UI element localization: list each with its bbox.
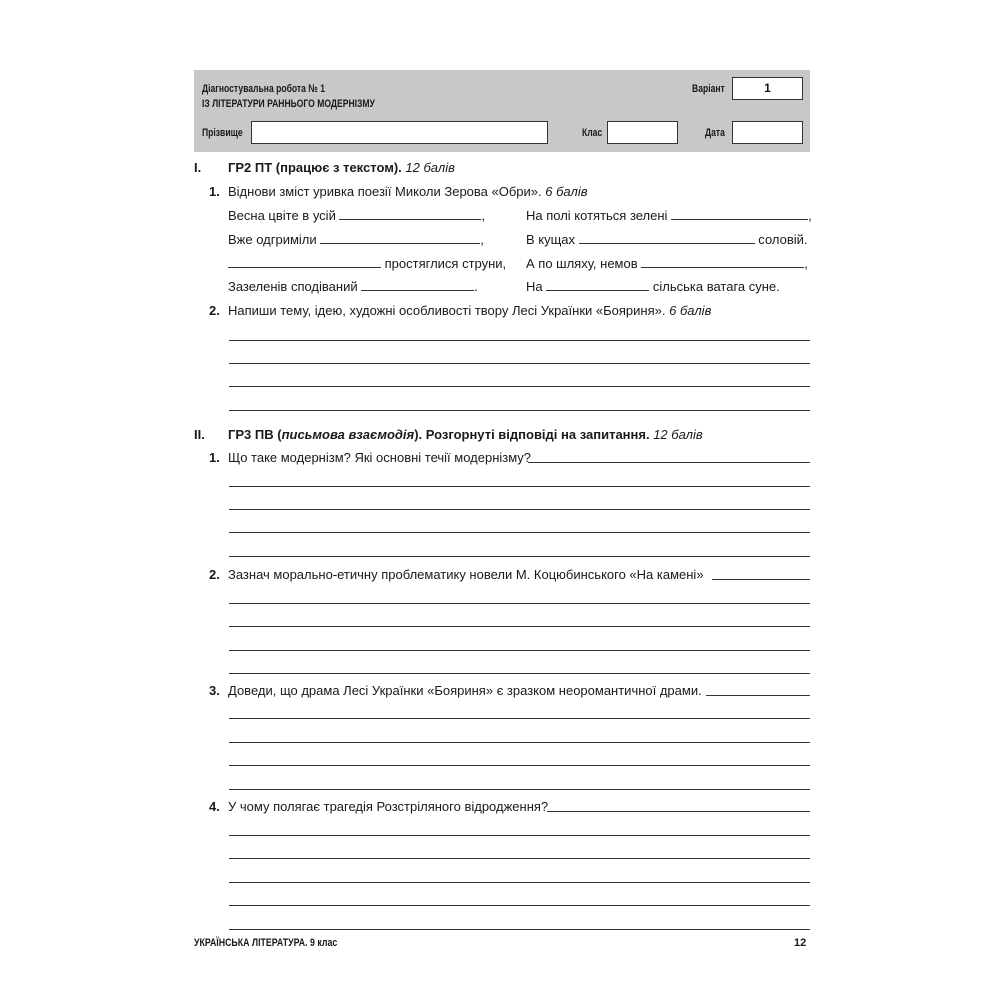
section-2-title-part: ГР3 ПВ (: [228, 427, 282, 442]
poem-text: На полі котяться зелені: [526, 208, 668, 223]
work-subtitle: ІЗ ЛІТЕРАТУРИ РАННЬОГО МОДЕРНІЗМУ: [202, 98, 375, 110]
poem-blank[interactable]: [320, 231, 480, 244]
poem-text: Вже одгриміли: [228, 232, 317, 247]
poem-blank[interactable]: [671, 207, 808, 220]
section-1-heading: [228, 160, 455, 176]
poem-text: ,: [808, 208, 812, 223]
answer-line[interactable]: [712, 579, 810, 580]
answer-line[interactable]: [229, 718, 810, 719]
footer-subject: УКРАЇНСЬКА ЛІТЕРАТУРА. 9 клас: [194, 937, 338, 949]
section-1-points: 12 балів: [405, 160, 455, 175]
s2-q1-number: 1.: [209, 450, 220, 465]
answer-line[interactable]: [229, 386, 810, 387]
answer-line[interactable]: [229, 835, 810, 836]
answer-line[interactable]: [229, 509, 810, 510]
poem-line-2-left: [228, 231, 484, 248]
answer-line[interactable]: [229, 905, 810, 906]
answer-line[interactable]: [528, 462, 810, 463]
poem-blank[interactable]: [361, 278, 474, 291]
section-2-title-part: письмова взаємодія: [281, 427, 415, 442]
answer-line[interactable]: [229, 858, 810, 859]
class-field[interactable]: [607, 121, 678, 144]
poem-text: простяглися струни,: [384, 256, 507, 271]
poem-text: сільська ватага суне.: [652, 279, 780, 294]
answer-line[interactable]: [229, 340, 810, 341]
answer-line[interactable]: [229, 882, 810, 883]
date-label: Дата: [705, 127, 725, 139]
poem-blank[interactable]: [579, 231, 755, 244]
answer-line[interactable]: [229, 742, 810, 743]
answer-line[interactable]: [229, 603, 810, 604]
answer-line[interactable]: [229, 486, 810, 487]
s2-q1-question: Що таке модернізм? Які основні течії модернізму?: [228, 450, 532, 465]
poem-blank[interactable]: [546, 278, 649, 291]
answer-line[interactable]: [229, 532, 810, 533]
date-field[interactable]: [732, 121, 803, 144]
answer-line[interactable]: [229, 626, 810, 627]
poem-blank[interactable]: [641, 255, 804, 268]
poem-line-3-right: [526, 255, 808, 272]
poem-text: ,: [481, 208, 486, 223]
answer-line[interactable]: [229, 789, 810, 790]
variant-label: Варіант: [692, 83, 725, 95]
page-number: 12: [794, 937, 807, 949]
section-2-heading: [228, 427, 703, 443]
poem-line-4-left: [228, 278, 478, 295]
variant-field[interactable]: 1: [732, 77, 803, 100]
answer-line[interactable]: [229, 765, 810, 766]
poem-text: В кущах: [526, 232, 576, 247]
section-2-title-part: ). Розгорнуті відповіді на запитання.: [414, 427, 650, 442]
poem-text: Зазеленів сподіваний: [228, 279, 358, 294]
answer-line[interactable]: [229, 650, 810, 651]
s2-q3-question: Доведи, що драма Лесі Українки «Бояриня» є зразком неоромантичної драми.: [228, 683, 702, 698]
surname-label: Прізвище: [202, 127, 243, 139]
poem-line-3-left: [228, 255, 506, 272]
poem-text: соловій.: [758, 232, 808, 247]
section-2-points: 12 балів: [653, 427, 703, 442]
surname-field[interactable]: [251, 121, 548, 144]
header-box: [194, 70, 810, 152]
answer-line[interactable]: [229, 673, 810, 674]
s1-q1-question: Віднови зміст уривка поезії Миколи Зерова «Обри».: [228, 184, 542, 199]
answer-line[interactable]: [547, 811, 810, 812]
poem-line-2-right: [526, 231, 808, 248]
poem-text: .: [474, 279, 478, 294]
s2-q3-number: 3.: [209, 683, 220, 698]
answer-line[interactable]: [706, 695, 810, 696]
poem-text: ,: [480, 232, 484, 247]
s1-q1-number: 1.: [209, 184, 220, 199]
answer-line[interactable]: [229, 410, 810, 411]
answer-line[interactable]: [229, 556, 810, 557]
section-1-title: ГР2 ПТ (працює з текстом).: [228, 160, 402, 175]
s1-q1-points: 6 балів: [545, 184, 588, 199]
poem-line-4-right: [526, 278, 780, 295]
poem-line-1-left: [228, 207, 485, 224]
s2-q4-number: 4.: [209, 799, 220, 814]
s2-q2-number: 2.: [209, 567, 220, 582]
poem-blank[interactable]: [228, 255, 381, 268]
poem-text: А по шляху, немов: [526, 256, 638, 271]
poem-text: На: [526, 279, 543, 294]
s2-q2-question: Зазнач морально-етичну проблематику новели М. Коцюбинського «На камені»: [228, 567, 704, 582]
s1-q2-text: [228, 303, 711, 319]
work-title: Діагностувальна робота № 1: [202, 83, 325, 95]
answer-line[interactable]: [229, 363, 810, 364]
poem-line-1-right: [526, 207, 812, 224]
poem-text: ,: [804, 256, 808, 271]
answer-line[interactable]: [229, 929, 810, 930]
poem-text: Весна цвіте в усій: [228, 208, 336, 223]
s1-q2-points: 6 балів: [669, 303, 712, 318]
poem-blank[interactable]: [339, 207, 481, 220]
s1-q2-number: 2.: [209, 303, 220, 318]
s1-q2-question: Напиши тему, ідею, художні особливості твору Лесі Українки «Бояриня».: [228, 303, 666, 318]
s2-q4-question: У чому полягає трагедія Розстріляного відродження?: [228, 799, 549, 814]
class-label: Клас: [582, 127, 603, 139]
section-2-numeral: II.: [194, 427, 205, 442]
section-1-numeral: I.: [194, 160, 202, 175]
s1-q1-text: [228, 184, 588, 200]
